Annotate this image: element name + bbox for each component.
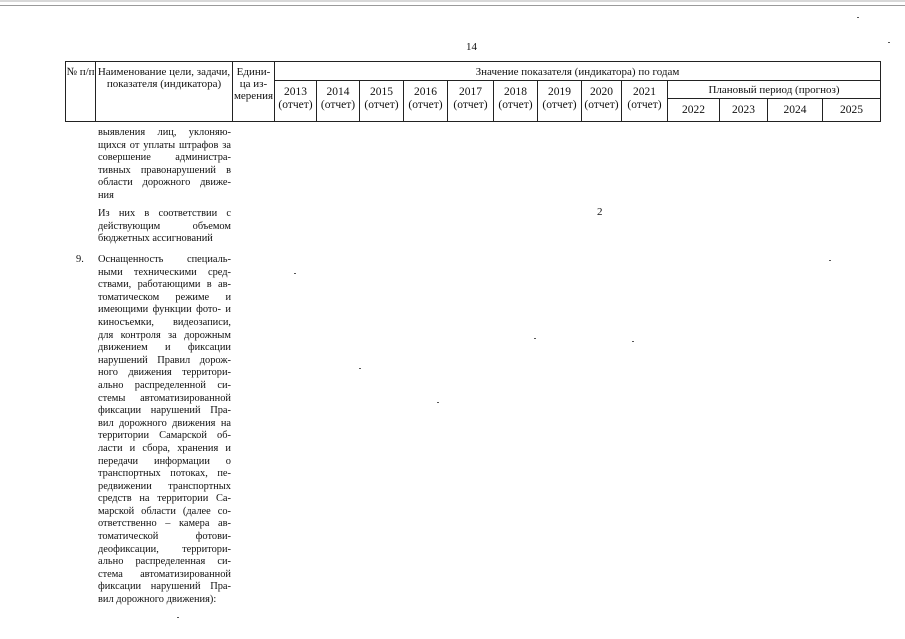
scan-speck bbox=[632, 341, 634, 342]
header-year-2016: 2016 (отчет) bbox=[408, 86, 443, 111]
row-number: 9. bbox=[76, 254, 84, 265]
row-value-2019: 2 bbox=[597, 206, 603, 218]
header-plan-period: Плановый период (прогноз) bbox=[708, 84, 840, 96]
header-year-2023: 2023 bbox=[732, 104, 755, 116]
scan-speck bbox=[534, 338, 536, 339]
header-values-group: Значение показателя (индикатора) по годам bbox=[475, 66, 680, 78]
scan-edge-line bbox=[0, 5, 905, 6]
header-year-2021: 2021 (отчет) bbox=[627, 86, 662, 111]
header-year-2020: 2020 (отчет) bbox=[584, 86, 619, 111]
scan-speck bbox=[177, 617, 179, 618]
scan-speck bbox=[857, 17, 859, 18]
header-col-unit: Едини-ца из-мерения bbox=[233, 66, 274, 102]
header-year-2017: 2017 (отчет) bbox=[453, 86, 488, 111]
scan-edge-shadow bbox=[0, 0, 905, 2]
header-year-2015: 2015 (отчет) bbox=[364, 86, 399, 111]
page-number: 14 bbox=[466, 41, 477, 53]
scan-speck bbox=[359, 368, 361, 369]
header-year-2018: 2018 (отчет) bbox=[498, 86, 533, 111]
scan-speck bbox=[437, 402, 439, 403]
header-year-2025: 2025 bbox=[840, 104, 863, 116]
scan-speck bbox=[888, 42, 890, 43]
header-col-number: № п/п bbox=[66, 66, 95, 78]
header-year-2014: 2014 (отчет) bbox=[320, 86, 356, 111]
header-year-2019: 2019 (отчет) bbox=[542, 86, 577, 111]
header-year-2022: 2022 bbox=[682, 104, 705, 116]
row-indicator-text: выявления лиц, уклоняю-щихся от уплаты штрафов за совершение администра-тивных правонарушений в области дорожного движе-ния bbox=[98, 127, 231, 201]
scan-speck bbox=[829, 260, 831, 261]
row-indicator-text: Оснащенность специаль-ными техническими сред-ствами, работающими в ав-томатическом режиме и имеющими функции фото- и киносъемки, видеозаписи, для контроля за дорожным движением и фиксации нарушений Правил дорож-ного движения территори-ально распределенной си-стемы автоматизированной фиксации нарушений Пра-вил дорожного движения на территории Самарской об-ласти и сбора, хранения и передачи информации о транспортных потоках, пе-редвижении транспортных средств на территории Са-марской области (далее со-ответственно – камера ав-томатической фотови-деофиксации, территори-ально распределенная си-стема автоматизированной фиксации нарушений Пра-вил дорожного движения): bbox=[98, 254, 231, 606]
row-indicator-text: Из них в соответствии с действующим объемом бюджетных ассигнований bbox=[98, 208, 231, 245]
header-year-2024: 2024 bbox=[783, 104, 807, 116]
header-col-name: Наименование цели, задачи, показателя (индикатора) bbox=[97, 66, 231, 90]
header-year-2013: 2013 (отчет) bbox=[278, 86, 313, 111]
scan-speck bbox=[294, 273, 296, 274]
